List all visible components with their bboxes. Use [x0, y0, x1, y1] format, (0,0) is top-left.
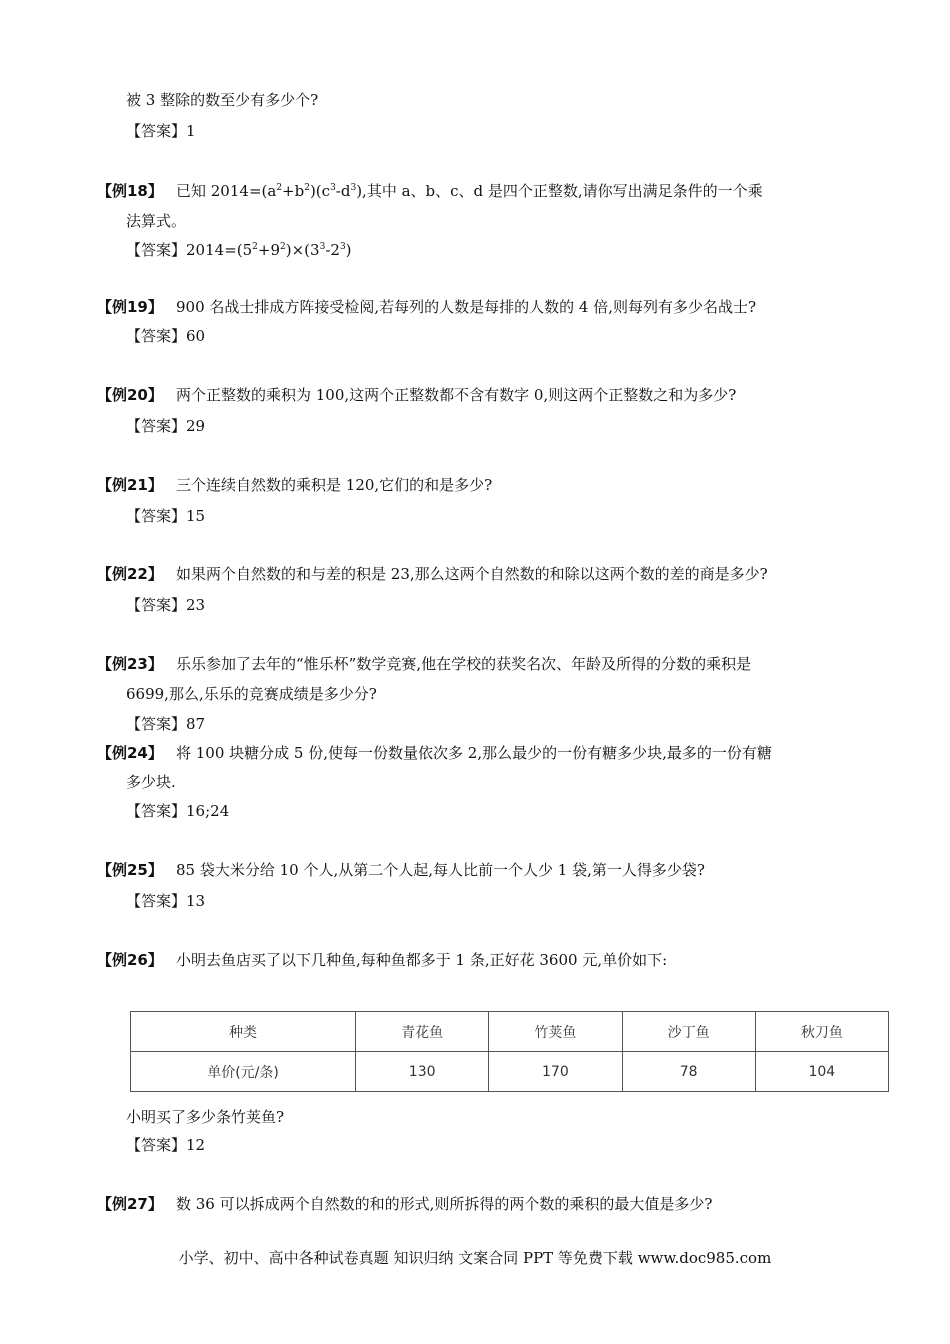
table-cell: 青花鱼	[356, 1012, 489, 1052]
example-22-answer	[126, 595, 205, 615]
table-cell: 78	[622, 1052, 755, 1092]
answer-value: 15	[186, 507, 206, 525]
example-19-answer	[126, 326, 205, 346]
answer-label: 【答案】	[126, 802, 187, 820]
answer-value: 16;24	[186, 802, 230, 820]
example-26-label: 【例26】	[97, 951, 163, 969]
table-cell: 秋刀鱼	[755, 1012, 888, 1052]
example-19-label: 【例19】	[97, 298, 163, 316]
answer-label: 【答案】	[126, 1136, 187, 1154]
example-25-label: 【例25】	[97, 861, 163, 879]
example-20-label: 【例20】	[97, 386, 163, 404]
q-text: ),其中 a、b、c、d 是四个正整数,请你写出满足条件的一个乘	[356, 182, 763, 200]
example-18	[97, 181, 163, 201]
example-24-answer	[126, 801, 229, 821]
table-cell: 沙丁鱼	[622, 1012, 755, 1052]
table-cell: 170	[489, 1052, 622, 1092]
example-25-answer	[126, 891, 205, 911]
answer-text: )	[345, 241, 352, 259]
answer-label: 【答案】	[126, 596, 187, 614]
superscript: 3	[339, 242, 346, 252]
example-20-question: 两个正整数的乘积为 100,这两个正整数都不含有数字 0,则这两个正整数之和为多少?	[176, 386, 737, 404]
example-21-question: 三个连续自然数的乘积是 120,它们的和是多少?	[176, 476, 493, 494]
table-cell: 104	[755, 1052, 888, 1092]
answer-value: 12	[186, 1136, 206, 1154]
answer-label: 【答案】	[126, 715, 187, 733]
answer-label: 【答案】	[126, 327, 187, 345]
example-24-question: 将 100 块糖分成 5 份,使每一份数量依次多 2,那么最少的一份有糖多少块,最多的一份有糖	[176, 744, 772, 762]
superscript: 2	[304, 183, 310, 193]
answer-value: 23	[186, 596, 206, 614]
example-24-question-cont: 多少块.	[126, 773, 176, 791]
answer-label: 【答案】	[126, 122, 187, 140]
answer-text: )×(3	[285, 241, 320, 259]
example-18-question-cont: 法算式。	[126, 212, 187, 230]
superscript: 3	[350, 183, 357, 193]
superscript: 2	[252, 242, 258, 252]
answer-value: 29	[186, 417, 206, 435]
example-23-answer	[126, 714, 205, 734]
table-cell: 种类	[131, 1012, 356, 1052]
example-20-answer	[126, 416, 205, 436]
answer-label: 【答案】	[126, 417, 187, 435]
page-footer: 小学、初中、高中各种试卷真题 知识归纳 文案合同 PPT 等免费下载 www.doc985.com	[178, 1249, 772, 1267]
table-header-row	[131, 1012, 889, 1052]
intro-answer	[126, 121, 196, 141]
answer-label: 【答案】	[126, 892, 187, 910]
superscript: 2	[276, 183, 283, 193]
example-22-question: 如果两个自然数的和与差的积是 23,那么这两个自然数的和除以这两个数的差的商是多少?	[176, 565, 768, 583]
q-text: +b	[282, 182, 305, 200]
answer-text: 2014=(5	[186, 241, 253, 259]
q-text: -d	[335, 182, 351, 200]
superscript: 2	[280, 242, 286, 252]
answer-label: 【答案】	[126, 241, 187, 259]
example-label: 【例18】	[97, 182, 163, 200]
superscript: 3	[330, 183, 336, 193]
q-text: )(c	[309, 182, 331, 200]
answer-value: 1	[186, 122, 196, 140]
example-19-question: 900 名战士排成方阵接受检阅,若每列的人数是每排的人数的 4 倍,则每列有多少名战士?	[176, 298, 757, 316]
example-27-label: 【例27】	[97, 1195, 163, 1213]
table-cell: 130	[356, 1052, 489, 1092]
example-23-label: 【例23】	[97, 655, 163, 673]
superscript: 3	[319, 242, 326, 252]
example-21-label: 【例21】	[97, 476, 163, 494]
answer-value: 13	[186, 892, 206, 910]
table-cell: 单价(元/条)	[131, 1052, 356, 1092]
answer-text: -2	[325, 241, 340, 259]
example-26-question: 小明去鱼店买了以下几种鱼,每种鱼都多于 1 条,正好花 3600 元,单价如下:	[176, 951, 668, 969]
fish-price-table	[130, 1011, 889, 1092]
example-23-question: 乐乐参加了去年的“惟乐杯”数学竞赛,他在学校的获奖名次、年龄及所得的分数的乘积是	[176, 655, 752, 673]
example-21-answer	[126, 506, 205, 526]
example-25-question: 85 袋大米分给 10 个人,从第二个人起,每人比前一个人少 1 袋,第一人得多少袋?	[176, 861, 705, 879]
table-row	[131, 1052, 889, 1092]
example-18-answer	[126, 240, 352, 260]
example-26-after-table: 小明买了多少条竹荚鱼?	[126, 1108, 285, 1126]
example-22-label: 【例22】	[97, 565, 163, 583]
intro-text: 被 3 整除的数至少有多少个?	[126, 91, 319, 109]
q-text: 已知 2014=(a	[176, 182, 277, 200]
example-26-answer	[126, 1135, 205, 1155]
example-23-question-cont: 6699,那么,乐乐的竞赛成绩是多少分?	[126, 685, 377, 703]
answer-value: 60	[186, 327, 206, 345]
example-24-label: 【例24】	[97, 744, 163, 762]
answer-value: 87	[186, 715, 206, 733]
answer-text: +9	[257, 241, 281, 259]
table-cell: 竹荚鱼	[489, 1012, 622, 1052]
answer-label: 【答案】	[126, 507, 187, 525]
example-27-question: 数 36 可以拆成两个自然数的和的形式,则所拆得的两个数的乘积的最大值是多少?	[176, 1195, 713, 1213]
example-18-question	[176, 181, 763, 201]
